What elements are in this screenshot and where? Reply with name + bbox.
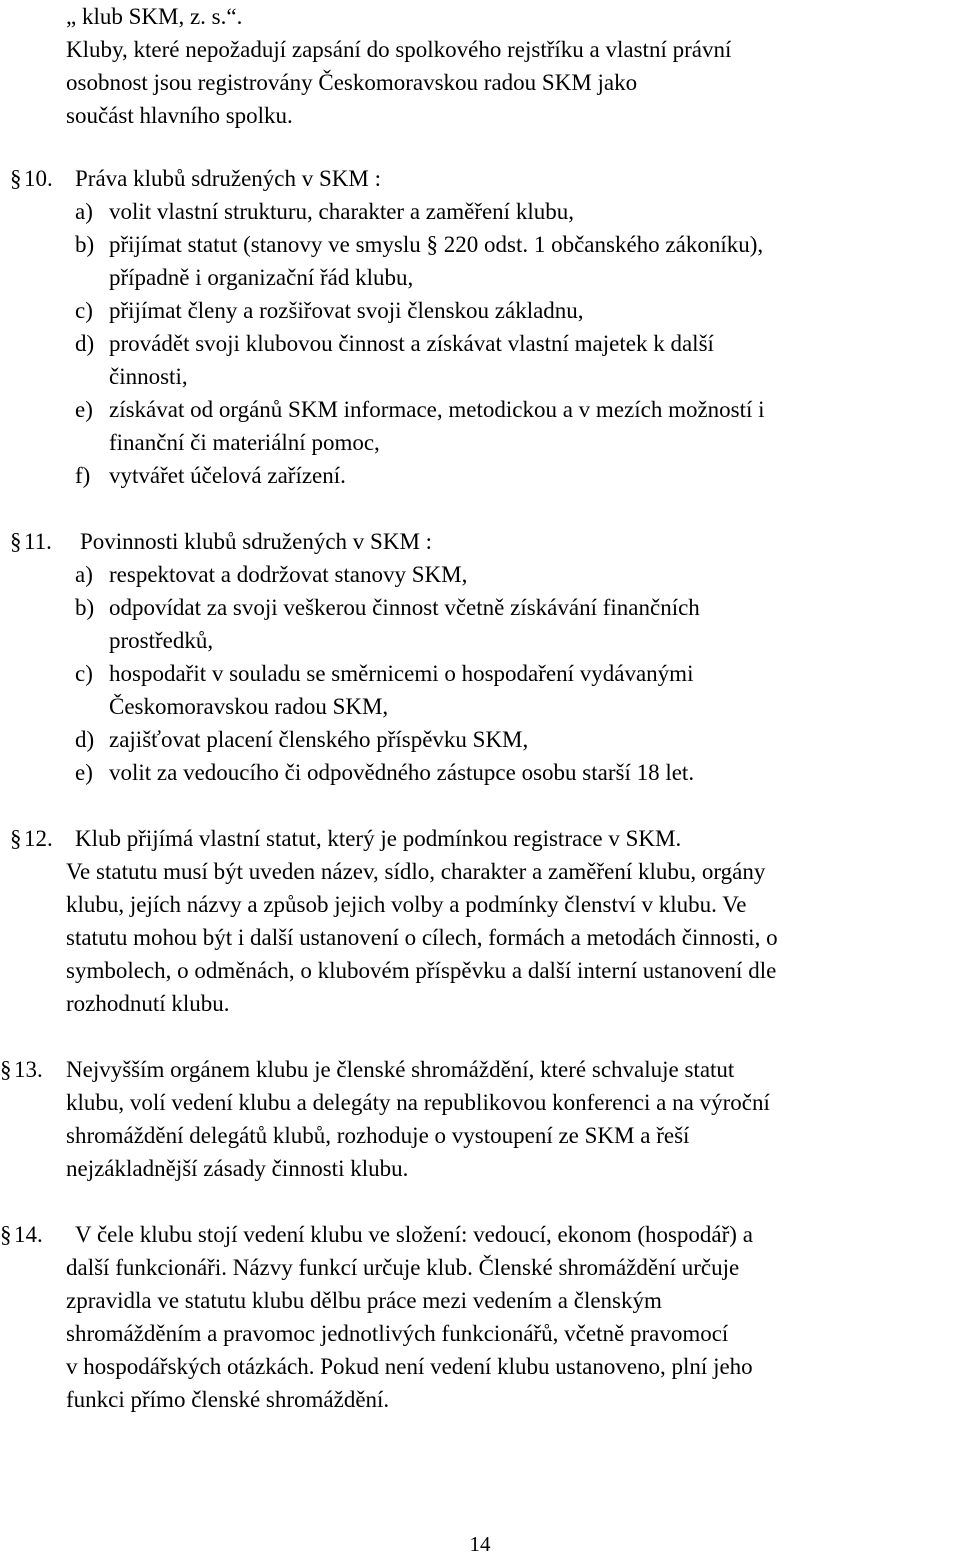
paragraph-line: shromážděním a pravomoc jednotlivých funkcionářů, včetně pravomocí — [66, 1321, 729, 1346]
section-symbol: § — [10, 826, 22, 851]
paragraph-line: Ve statutu musí být uveden název, sídlo, charakter a zaměření klubu, orgány — [66, 859, 766, 884]
section-symbol: § — [0, 1057, 12, 1082]
item-text-continuation: Českomoravskou radou SKM, — [109, 694, 389, 719]
section-number: 10. — [24, 166, 53, 191]
paragraph-line: Nejvyšším orgánem klubu je členské shromáždění, které schvaluje statut — [66, 1057, 735, 1082]
item-text: provádět svoji klubovou činnost a získávat vlastní majetek k další — [109, 331, 714, 356]
item-label: f) — [75, 463, 91, 488]
section-heading: Práva klubů sdružených v SKM : — [75, 166, 381, 191]
item-text-continuation: případně i organizační řád klubu, — [109, 265, 414, 290]
item-label: d) — [75, 331, 95, 356]
section-number: 13. — [14, 1057, 43, 1082]
paragraph-line: klubu, jejích názvy a způsob jejich volby a podmínky členství v klubu. Ve — [66, 892, 747, 917]
item-text: hospodařit v souladu se směrnicemi o hospodaření vydávanými — [109, 661, 694, 686]
item-text: zajišťovat placení členského příspěvku SKM, — [109, 727, 529, 752]
section-number: 11. — [24, 529, 52, 554]
item-label: c) — [75, 298, 93, 323]
paragraph-line: shromáždění delegátů klubů, rozhoduje o vystoupení ze SKM a řeší — [66, 1123, 690, 1148]
item-label: c) — [75, 661, 93, 686]
paragraph-line: další funkcionáři. Názvy funkcí určuje klub. Členské shromáždění určuje — [66, 1255, 740, 1280]
section-symbol: § — [426, 232, 438, 257]
paragraph-line: statutu mohou být i další ustanovení o cílech, formách a metodách činnosti, o — [66, 925, 778, 950]
section-symbol: § — [10, 529, 22, 554]
section-number: 12. — [24, 826, 53, 851]
intro-line: součást hlavního spolku. — [66, 103, 293, 128]
intro-line: Kluby, které nepožadují zapsání do spolkového rejstříku a vlastní právní — [66, 37, 732, 62]
item-text: získávat od orgánů SKM informace, metodickou a v mezích možností i — [109, 397, 765, 422]
item-text: odpovídat za svoji veškerou činnost včetně získávání finančních — [109, 595, 700, 620]
item-label: d) — [75, 727, 95, 752]
intro-line: „ klub SKM, z. s.“. — [66, 4, 243, 29]
item-text: přijímat statut (stanovy ve smyslu § 220 odst. 1 občanského zákoníku), — [109, 232, 764, 257]
item-label: b) — [75, 232, 95, 257]
intro-line: osobnost jsou registrovány Českomoravskou radou SKM jako — [66, 70, 638, 95]
section-symbol: § — [10, 166, 22, 191]
paragraph-line: nejzákladnější zásady činnosti klubu. — [66, 1156, 409, 1181]
paragraph-line: V čele klubu stojí vedení klubu ve složení: vedoucí, ekonom (hospodář) a — [75, 1222, 753, 1247]
item-label: a) — [75, 199, 93, 224]
item-label: b) — [75, 595, 95, 620]
paragraph-line: zpravidla ve statutu klubu dělbu práce mezi vedením a členským — [66, 1288, 662, 1313]
item-text: vytvářet účelová zařízení. — [109, 463, 346, 488]
item-text: volit vlastní strukturu, charakter a zaměření klubu, — [109, 199, 574, 224]
section-symbol: § — [0, 1222, 12, 1247]
paragraph-line: v hospodářských otázkách. Pokud není vedení klubu ustanoveno, plní jeho — [66, 1354, 753, 1379]
item-text-continuation: prostředků, — [109, 628, 214, 653]
item-label: a) — [75, 562, 93, 587]
paragraph-line: klubu, volí vedení klubu a delegáty na republikovou konferenci a na výroční — [66, 1090, 770, 1115]
item-label: e) — [75, 397, 93, 422]
paragraph-line: rozhodnutí klubu. — [66, 991, 230, 1016]
section-number: 14. — [14, 1222, 43, 1247]
item-text: volit za vedoucího či odpovědného zástupce osobu starší 18 let. — [109, 760, 695, 785]
item-text: respektovat a dodržovat stanovy SKM, — [109, 562, 468, 587]
page-number: 14 — [469, 1532, 491, 1556]
item-text: přijímat členy a rozšiřovat svoji členskou základnu, — [109, 298, 584, 323]
item-label: e) — [75, 760, 93, 785]
paragraph-line: Klub přijímá vlastní statut, který je podmínkou registrace v SKM. — [75, 826, 682, 851]
item-text-continuation: činnosti, — [109, 364, 188, 389]
item-text-continuation: finanční či materiální pomoc, — [109, 430, 380, 455]
paragraph-line: symbolech, o odměnách, o klubovém příspěvku a další interní ustanovení dle — [66, 958, 777, 983]
paragraph-line: funkci přímo členské shromáždění. — [66, 1387, 390, 1412]
section-heading: Povinnosti klubů sdružených v SKM : — [80, 529, 433, 554]
